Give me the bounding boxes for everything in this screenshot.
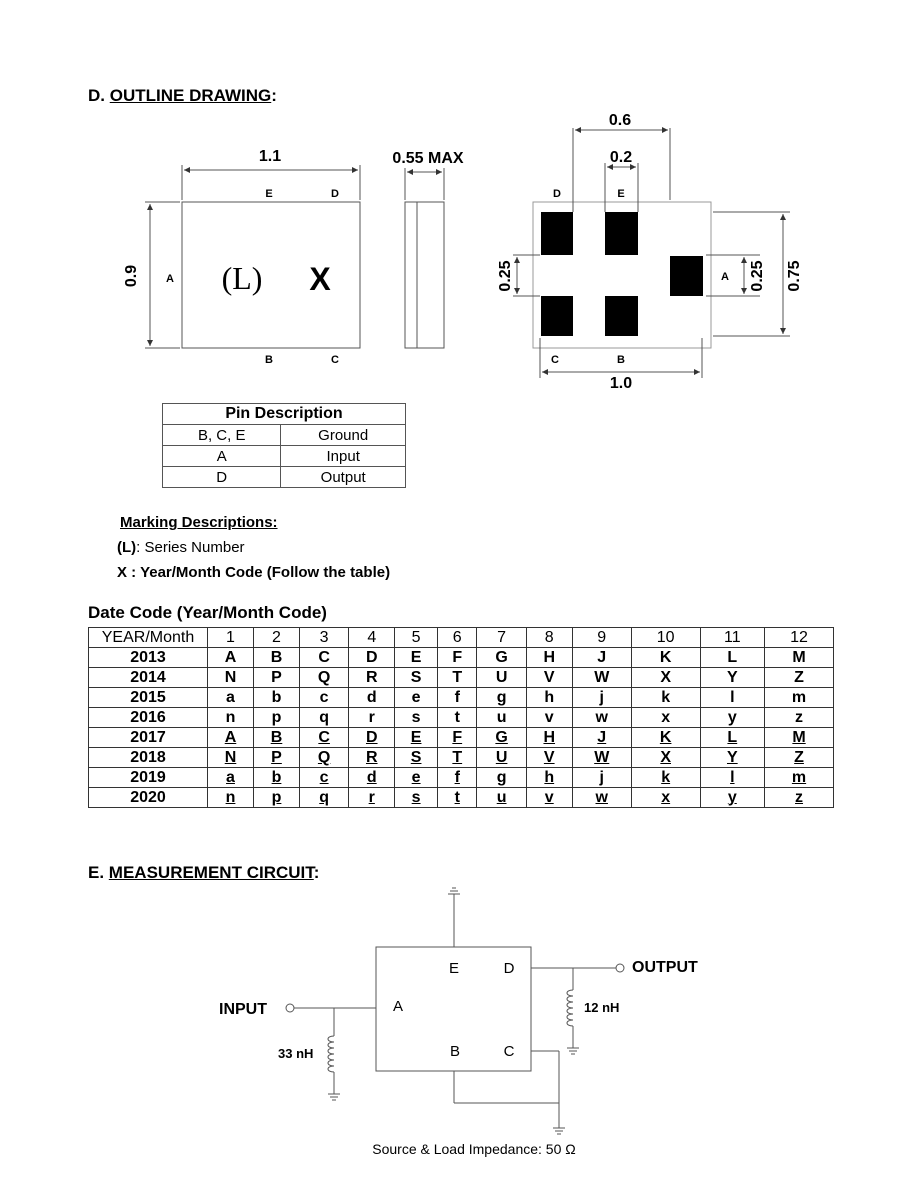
code-cell: d xyxy=(349,688,395,708)
code-cell: A xyxy=(208,728,254,748)
output-terminal xyxy=(616,964,624,972)
marking-title: Marking Descriptions: xyxy=(120,514,278,531)
pad-a xyxy=(670,256,703,296)
pin-description-table xyxy=(162,403,406,488)
code-cell: n xyxy=(208,708,254,728)
pad-dim-right-pad: 0.25 xyxy=(749,260,766,292)
code-cell: e xyxy=(395,768,438,788)
code-cell: X xyxy=(631,668,700,688)
code-cell: U xyxy=(477,668,526,688)
table-row: A Input xyxy=(163,446,406,467)
top-width-dim: 1.1 xyxy=(258,148,282,165)
code-cell: E xyxy=(395,728,438,748)
code-cell: W xyxy=(572,748,631,768)
input-terminal xyxy=(286,1004,294,1012)
pad-dim-left: 0.25 xyxy=(497,260,514,292)
code-cell: v xyxy=(526,788,572,808)
code-cell: z xyxy=(765,788,834,808)
code-cell: F xyxy=(438,648,477,668)
code-cell: j xyxy=(572,688,631,708)
table-row xyxy=(89,668,834,688)
code-cell: m xyxy=(765,688,834,708)
code-cell: z xyxy=(765,708,834,728)
code-cell: R xyxy=(349,668,395,688)
code-cell: n xyxy=(208,788,254,808)
circuit-pin-b: B xyxy=(449,1043,461,1060)
top-view-body xyxy=(182,202,360,348)
pin-table-title: Pin Description xyxy=(163,404,406,425)
code-cell: f xyxy=(438,768,477,788)
outline-drawing xyxy=(0,100,900,500)
top-pin-b: B xyxy=(265,354,273,366)
code-cell: H xyxy=(526,648,572,668)
code-cell: J xyxy=(572,728,631,748)
year-cell: 2016 xyxy=(89,708,208,728)
month-header: 12 xyxy=(765,628,834,648)
month-header: 4 xyxy=(349,628,395,648)
month-header: 1 xyxy=(208,628,254,648)
year-cell: 2020 xyxy=(89,788,208,808)
code-cell: q xyxy=(300,788,349,808)
code-cell: w xyxy=(572,708,631,728)
year-month-header: YEAR/Month xyxy=(89,628,208,648)
month-header: 11 xyxy=(700,628,764,648)
top-pin-d: D xyxy=(331,188,339,200)
table-row xyxy=(89,708,834,728)
code-cell: N xyxy=(208,748,254,768)
year-cell: 2017 xyxy=(89,728,208,748)
marking-line-1: (L): Series Number xyxy=(117,539,245,556)
code-cell: y xyxy=(700,788,764,808)
code-cell: Q xyxy=(300,748,349,768)
code-cell: h xyxy=(526,688,572,708)
month-header: 5 xyxy=(395,628,438,648)
code-cell: T xyxy=(438,748,477,768)
code-cell: k xyxy=(631,768,700,788)
code-cell: S xyxy=(395,668,438,688)
code-cell: t xyxy=(438,788,477,808)
code-cell: k xyxy=(631,688,700,708)
inductor-input-label: 33 nH xyxy=(278,1046,314,1061)
pad-pin-a: A xyxy=(721,271,729,283)
code-cell: v xyxy=(526,708,572,728)
code-cell: V xyxy=(526,748,572,768)
code-cell: Y xyxy=(700,748,764,768)
mark-code: X xyxy=(309,261,331,297)
table-row xyxy=(89,788,834,808)
code-cell: b xyxy=(254,688,300,708)
year-cell: 2018 xyxy=(89,748,208,768)
code-cell: D xyxy=(349,728,395,748)
table-row xyxy=(89,728,834,748)
table-row: D Output xyxy=(163,467,406,488)
code-cell: V xyxy=(526,668,572,688)
month-header: 8 xyxy=(526,628,572,648)
month-header: 2 xyxy=(254,628,300,648)
pad-e xyxy=(605,212,638,255)
month-header: 10 xyxy=(631,628,700,648)
code-cell: M xyxy=(765,728,834,748)
code-cell: p xyxy=(254,708,300,728)
pad-pin-d: D xyxy=(553,188,561,200)
code-cell: g xyxy=(477,768,526,788)
code-cell: a xyxy=(208,768,254,788)
code-cell: u xyxy=(477,708,526,728)
code-cell: Z xyxy=(765,668,834,688)
code-cell: a xyxy=(208,688,254,708)
marking-line-2: X : Year/Month Code (Follow the table) xyxy=(117,564,391,581)
year-cell: 2014 xyxy=(89,668,208,688)
pad-d xyxy=(541,212,573,255)
code-cell: y xyxy=(700,708,764,728)
code-cell: x xyxy=(631,788,700,808)
table-row: B, C, E Ground xyxy=(163,425,406,446)
month-header: 7 xyxy=(477,628,526,648)
code-cell: K xyxy=(631,728,700,748)
pad-dim-right: 0.75 xyxy=(786,260,803,292)
circuit-pin-c: C xyxy=(503,1043,515,1060)
pad-b xyxy=(605,296,638,336)
code-cell: X xyxy=(631,748,700,768)
month-header: 6 xyxy=(438,628,477,648)
code-cell: c xyxy=(300,768,349,788)
top-pin-c: C xyxy=(331,354,339,366)
side-view-body xyxy=(405,202,444,348)
pad-dim-bottom: 1.0 xyxy=(609,375,633,392)
code-cell: B xyxy=(254,728,300,748)
code-cell: D xyxy=(349,648,395,668)
section-d-title: OUTLINE DRAWING xyxy=(109,86,272,105)
section-d-heading: D. OUTLINE DRAWING: xyxy=(88,86,277,105)
code-cell: U xyxy=(477,748,526,768)
code-cell: t xyxy=(438,708,477,728)
code-cell: r xyxy=(349,788,395,808)
month-header: 9 xyxy=(572,628,631,648)
code-cell: F xyxy=(438,728,477,748)
code-cell: T xyxy=(438,668,477,688)
year-cell: 2019 xyxy=(89,768,208,788)
code-cell: K xyxy=(631,648,700,668)
code-cell: g xyxy=(477,688,526,708)
side-dim: 0.55 MAX xyxy=(392,150,464,167)
code-cell: E xyxy=(395,648,438,668)
code-cell: B xyxy=(254,648,300,668)
circuit-caption: Source & Load Impedance: 50 Ω xyxy=(372,1141,576,1157)
code-cell: J xyxy=(572,648,631,668)
measurement-circuit xyxy=(0,880,900,1180)
circuit-pin-e: E xyxy=(448,960,460,977)
pad-c xyxy=(541,296,573,336)
pad-pin-b: B xyxy=(617,354,625,366)
code-cell: d xyxy=(349,768,395,788)
section-e-title: MEASUREMENT CIRCUIT xyxy=(108,863,314,882)
code-cell: G xyxy=(477,648,526,668)
code-cell: W xyxy=(572,668,631,688)
circuit-pin-d: D xyxy=(503,960,515,977)
marking-descriptions xyxy=(117,510,390,585)
code-cell: f xyxy=(438,688,477,708)
code-cell: w xyxy=(572,788,631,808)
code-cell: C xyxy=(300,728,349,748)
code-cell: R xyxy=(349,748,395,768)
code-cell: h xyxy=(526,768,572,788)
mark-series: (L) xyxy=(221,260,263,296)
table-row xyxy=(89,688,834,708)
inductor-output-label: 12 nH xyxy=(584,1000,620,1015)
code-cell: l xyxy=(700,688,764,708)
code-cell: s xyxy=(395,788,438,808)
code-cell: r xyxy=(349,708,395,728)
input-label: INPUT xyxy=(219,1001,267,1018)
code-cell: u xyxy=(477,788,526,808)
top-pin-e: E xyxy=(265,188,273,200)
code-cell: Y xyxy=(700,668,764,688)
date-code-table xyxy=(88,627,834,808)
table-row xyxy=(89,648,834,668)
code-cell: s xyxy=(395,708,438,728)
year-cell: 2013 xyxy=(89,648,208,668)
top-height-dim: 0.9 xyxy=(123,264,140,288)
code-cell: p xyxy=(254,788,300,808)
code-cell: P xyxy=(254,668,300,688)
table-row xyxy=(89,748,834,768)
month-header: 3 xyxy=(300,628,349,648)
code-cell: C xyxy=(300,648,349,668)
code-cell: m xyxy=(765,768,834,788)
pad-dim-pad: 0.2 xyxy=(609,149,633,166)
pad-dim-top: 0.6 xyxy=(608,112,632,129)
pad-pin-c: C xyxy=(551,354,559,366)
top-pin-a: A xyxy=(166,273,174,285)
code-cell: c xyxy=(300,688,349,708)
output-label: OUTPUT xyxy=(632,959,698,976)
code-cell: Q xyxy=(300,668,349,688)
table-row xyxy=(89,768,834,788)
pad-pin-e: E xyxy=(617,188,625,200)
year-cell: 2015 xyxy=(89,688,208,708)
code-cell: j xyxy=(572,768,631,788)
code-cell: q xyxy=(300,708,349,728)
code-cell: Z xyxy=(765,748,834,768)
section-e-heading: E. MEASUREMENT CIRCUIT: xyxy=(88,863,320,882)
code-cell: G xyxy=(477,728,526,748)
code-cell: x xyxy=(631,708,700,728)
code-cell: l xyxy=(700,768,764,788)
code-cell: e xyxy=(395,688,438,708)
date-code-title: Date Code (Year/Month Code) xyxy=(88,603,327,622)
circuit-pin-a: A xyxy=(392,998,404,1015)
code-cell: H xyxy=(526,728,572,748)
code-cell: N xyxy=(208,668,254,688)
code-cell: L xyxy=(700,648,764,668)
code-cell: L xyxy=(700,728,764,748)
code-cell: A xyxy=(208,648,254,668)
table-header-row xyxy=(89,628,834,648)
code-cell: M xyxy=(765,648,834,668)
code-cell: P xyxy=(254,748,300,768)
code-cell: S xyxy=(395,748,438,768)
code-cell: b xyxy=(254,768,300,788)
